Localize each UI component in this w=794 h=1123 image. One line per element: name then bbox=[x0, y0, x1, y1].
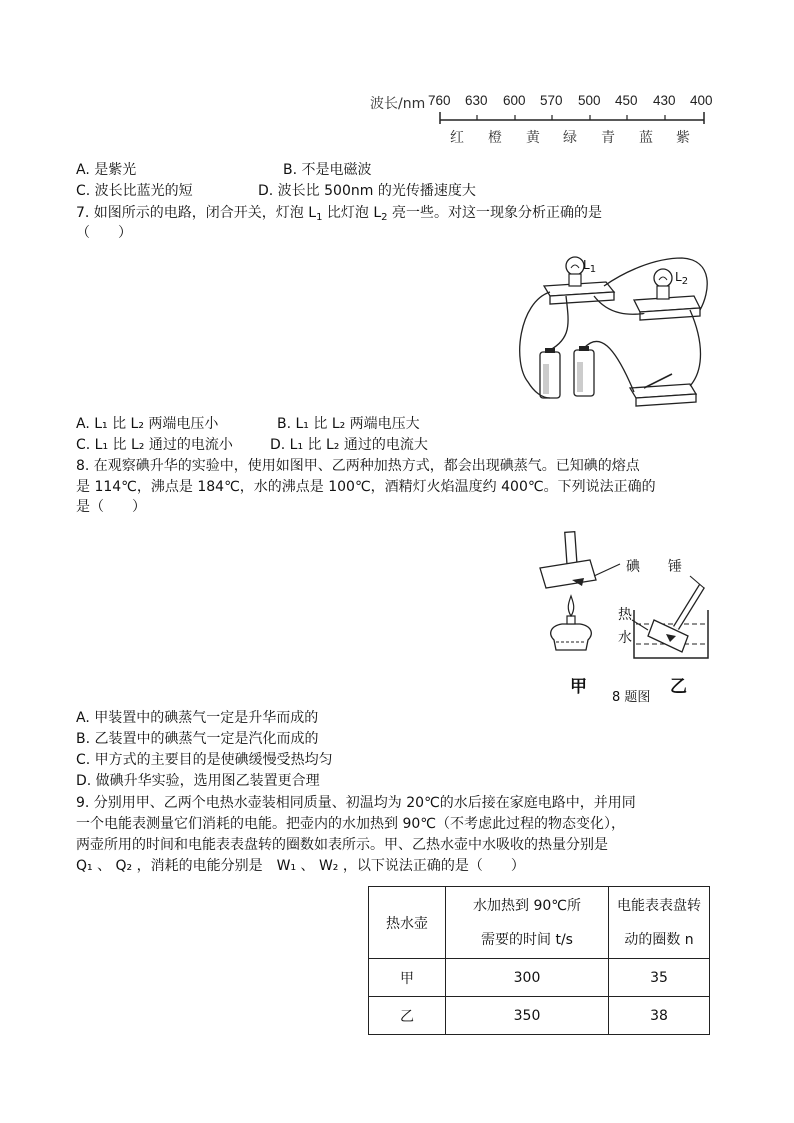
iodine-experiment-figure bbox=[536, 524, 716, 674]
header-kettle: 热水壶 bbox=[369, 887, 446, 959]
cell-turns: 35 bbox=[609, 959, 710, 997]
cell-turns: 38 bbox=[609, 997, 710, 1035]
wavelength-tick-label: 630 bbox=[465, 93, 488, 108]
cell-time: 350 bbox=[446, 997, 609, 1035]
table-row bbox=[369, 959, 710, 997]
q8-option-a: A. 甲装置中的碘蒸气一定是升华而成的 bbox=[76, 710, 319, 726]
label-yi: 乙 bbox=[670, 677, 687, 697]
label-iodine: 碘 bbox=[626, 559, 640, 575]
q9-stem-line4: Q₁ 、 Q₂ ，消耗的电能分别是 W₁ 、 W₂ ，以下说法正确的是（ ） bbox=[76, 858, 525, 874]
wavelength-tick-label: 500 bbox=[578, 93, 601, 108]
q8-option-c: C. 甲方式的主要目的是使碘缓慢受热均匀 bbox=[76, 752, 333, 768]
q8-option-d: D. 做碘升华实验，选用图乙装置更合理 bbox=[76, 773, 320, 789]
color-label: 黄 bbox=[526, 130, 540, 146]
label-hot: 热 bbox=[618, 607, 632, 623]
bulb-l1-label: $L_1$ bbox=[583, 258, 597, 275]
color-label: 青 bbox=[601, 130, 615, 146]
figure-caption: 8 题图 bbox=[612, 690, 651, 705]
q7-stem-line1: 7. 如图所示的电路，闭合开关，灯泡 $L_1$ 比灯泡 $L_2$ 亮一些。对这一现象分析正确的是 bbox=[76, 205, 602, 223]
q7-option-b: B. L₁ 比 L₂ 两端电压大 bbox=[277, 416, 420, 432]
color-label: 蓝 bbox=[639, 130, 653, 146]
q7-option-a: A. L₁ 比 L₂ 两端电压小 bbox=[76, 416, 219, 432]
q7-option-d: D. L₁ 比 L₂ 通过的电流大 bbox=[270, 437, 428, 453]
cell-kettle-name: 甲 bbox=[369, 959, 446, 997]
q6-option-c: C. 波长比蓝光的短 bbox=[76, 183, 193, 199]
q7-stem-line2: （ ） bbox=[76, 225, 132, 241]
spectrum-axis-label: 波长/nm bbox=[370, 96, 426, 112]
wavelength-tick-label: 430 bbox=[653, 93, 676, 108]
wavelength-tick-label: 400 bbox=[690, 93, 713, 108]
label-hammer: 锤 bbox=[668, 559, 682, 575]
q8-stem-line2: 是 114℃，沸点是 184℃，水的沸点是 100℃，酒精灯火焰温度约 400℃。下列说法正确的 bbox=[76, 479, 656, 495]
table-row bbox=[369, 997, 710, 1035]
q8-stem-line3: 是（ ） bbox=[76, 499, 146, 515]
header-turns: 电能表表盘转 动的圈数 n bbox=[609, 887, 710, 959]
color-label: 红 bbox=[450, 130, 464, 146]
color-label: 紫 bbox=[676, 130, 690, 146]
cell-time: 300 bbox=[446, 959, 609, 997]
q6-option-d: D. 波长比 500nm 的光传播速度大 bbox=[258, 183, 476, 199]
table-header-row bbox=[369, 887, 710, 959]
color-label: 橙 bbox=[488, 130, 502, 146]
q6-option-b: B. 不是电磁波 bbox=[283, 162, 372, 178]
color-label: 绿 bbox=[563, 130, 577, 146]
q8-stem-line1: 8. 在观察碘升华的实验中，使用如图甲、乙两种加热方式，都会出现碘蒸气。已知碘的熔点 bbox=[76, 458, 640, 474]
q9-stem-line2: 一个电能表测量它们消耗的电能。把壶内的水加热到 90℃（不考虑此过程的物态变化）， bbox=[76, 816, 625, 832]
q7-option-c: C. L₁ 比 L₂ 通过的电流小 bbox=[76, 437, 233, 453]
label-jia: 甲 bbox=[570, 677, 587, 697]
q9-stem-line1: 9. 分别用甲、乙两个电热水壶装相同质量、初温均为 20℃的水后接在家庭电路中，并用同 bbox=[76, 795, 636, 811]
q6-option-a: A. 是紫光 bbox=[76, 162, 137, 178]
cell-kettle-name: 乙 bbox=[369, 997, 446, 1035]
spectrum-scale-bar bbox=[438, 110, 708, 126]
q9-stem-line3: 两壶所用的时间和电能表表盘转的圈数如表所示。甲、乙热水壶中水吸收的热量分别是 bbox=[76, 837, 608, 853]
bulb-l2-label: $L_2$ bbox=[675, 270, 689, 287]
kettle-data-table bbox=[368, 886, 710, 1035]
label-water: 水 bbox=[618, 630, 632, 646]
header-time: 水加热到 90℃所 需要的时间 t/s bbox=[446, 887, 609, 959]
wavelength-tick-label: 600 bbox=[503, 93, 526, 108]
wavelength-tick-label: 570 bbox=[540, 93, 563, 108]
wavelength-tick-label: 450 bbox=[615, 93, 638, 108]
q8-option-b: B. 乙装置中的碘蒸气一定是汽化而成的 bbox=[76, 731, 319, 747]
wavelength-tick-label: 760 bbox=[428, 93, 451, 108]
